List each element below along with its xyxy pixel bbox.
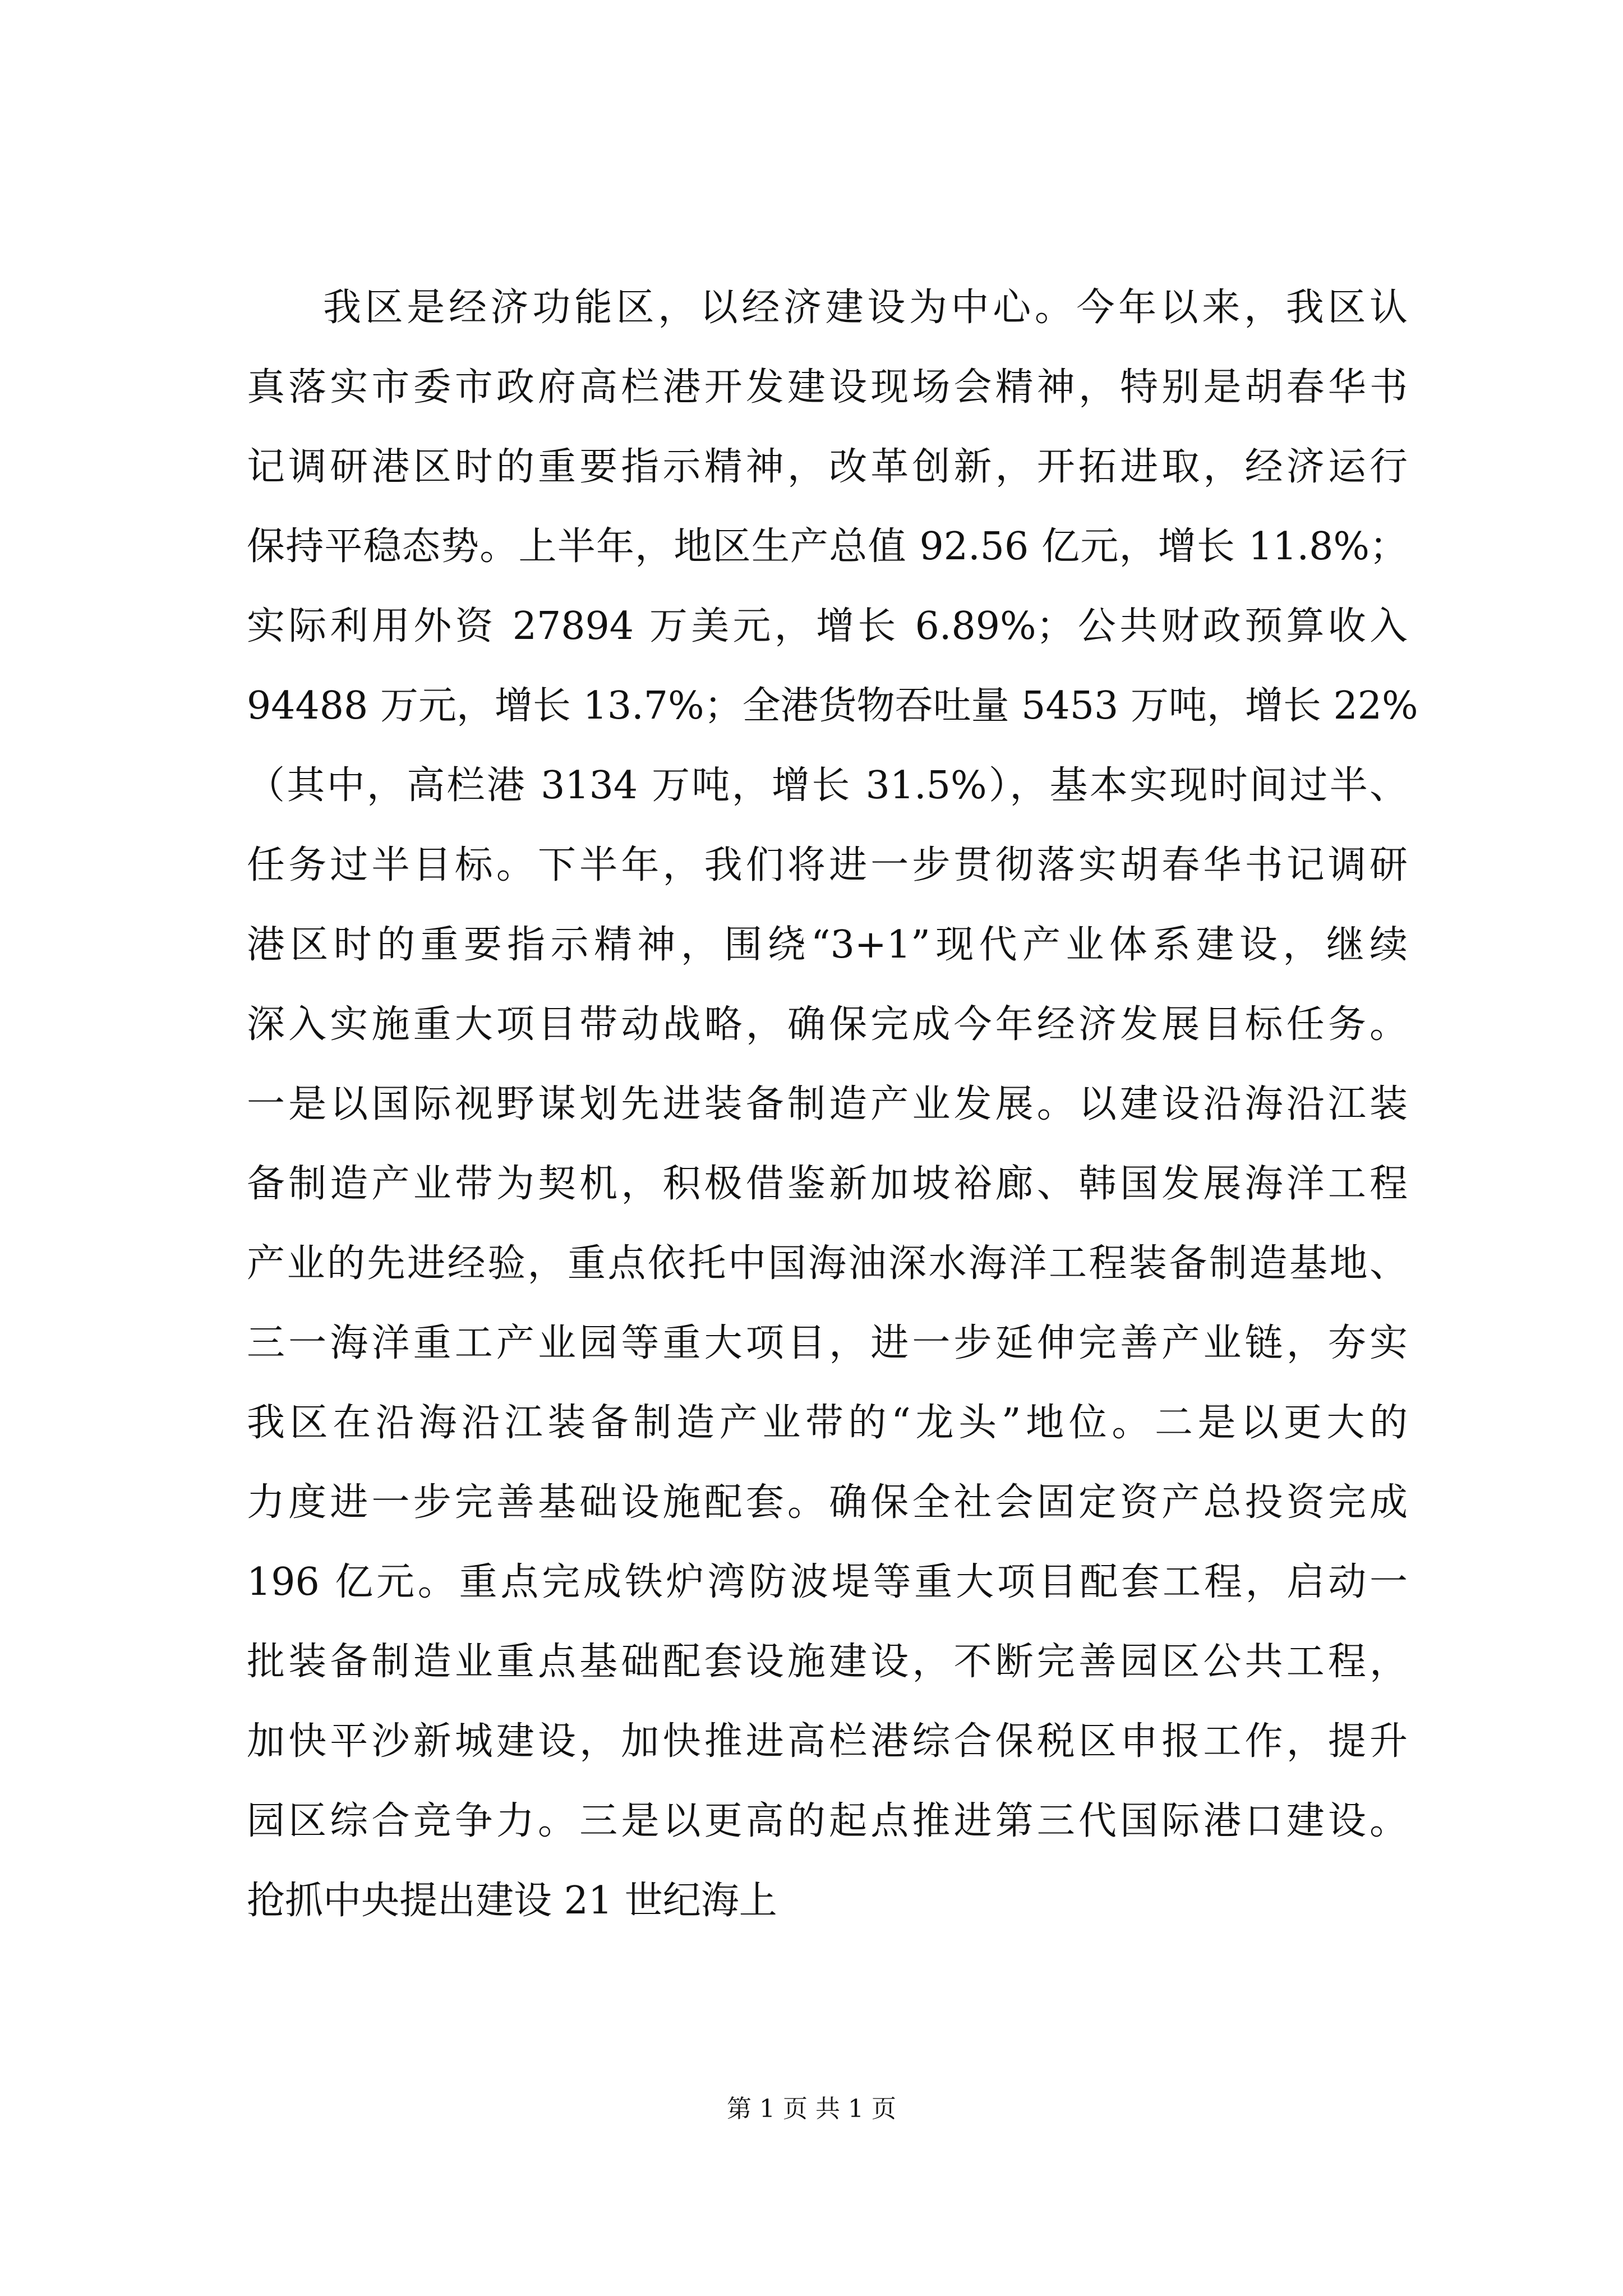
text-line: 94488 万元，增长 13.7%；全港货物吞吐量 5453 万吨，增长 22%: [247, 684, 1418, 728]
text-line: 备制造产业带为契机，积极借鉴新加坡裕廊、韩国发展海洋工程: [247, 1162, 1408, 1206]
text-line: 记调研港区时的重要指示精神，改革创新，开拓进取，经济运行: [247, 445, 1408, 489]
text-line: 实际利用外资 27894 万美元，增长 6.89%；公共财政预算收入: [247, 604, 1408, 648]
text-line: 加快平沙新城建设，加快推进高栏港综合保税区申报工作，提升: [247, 1719, 1408, 1764]
body-paragraph: [247, 268, 1418, 1941]
text-line: 任务过半目标。下半年，我们将进一步贯彻落实胡春华书记调研: [247, 843, 1408, 887]
text-line: 批装备制造业重点基础配套设施建设，不断完善园区公共工程，: [247, 1640, 1408, 1684]
text-line: 196 亿元。重点完成铁炉湾防波堤等重大项目配套工程，启动一: [247, 1560, 1408, 1604]
text-line: 三一海洋重工产业园等重大项目，进一步延伸完善产业链，夯实: [247, 1321, 1408, 1365]
text-line: 真落实市委市政府高栏港开发建设现场会精神，特别是胡春华书: [247, 365, 1408, 409]
text-line: 深入实施重大项目带动战略，确保完成今年经济发展目标任务。: [247, 1002, 1408, 1047]
text-line: 保持平稳态势。上半年，地区生产总值 92.56 亿元，增长 11.8%；: [247, 524, 1408, 569]
page-footer: 第 1 页 共 1 页: [727, 2095, 896, 2123]
text-line: 产业的先进经验，重点依托中国海油深水海洋工程装备制造基地、: [247, 1241, 1408, 1286]
text-line: 港区时的重要指示精神，围绕“3+1”现代产业体系建设，继续: [247, 923, 1408, 967]
text-line: （其中，高栏港 3134 万吨，增长 31.5%），基本实现时间过半、: [247, 763, 1408, 808]
text-line: 一是以国际视野谋划先进装备制造产业发展。以建设沿海沿江装: [247, 1082, 1408, 1126]
text-line: 我区在沿海沿江装备制造产业带的“龙头”地位。二是以更大的: [247, 1401, 1408, 1445]
text-line: 抢抓中央提出建设 21 世纪海上: [247, 1879, 777, 1923]
text-line: 园区综合竞争力。三是以更高的起点推进第三代国际港口建设。: [247, 1799, 1408, 1843]
text-line: 力度进一步完善基础设施配套。确保全社会固定资产总投资完成: [247, 1480, 1408, 1525]
text-line: 我区是经济功能区，以经济建设为中心。今年以来，我区认: [323, 286, 1408, 330]
